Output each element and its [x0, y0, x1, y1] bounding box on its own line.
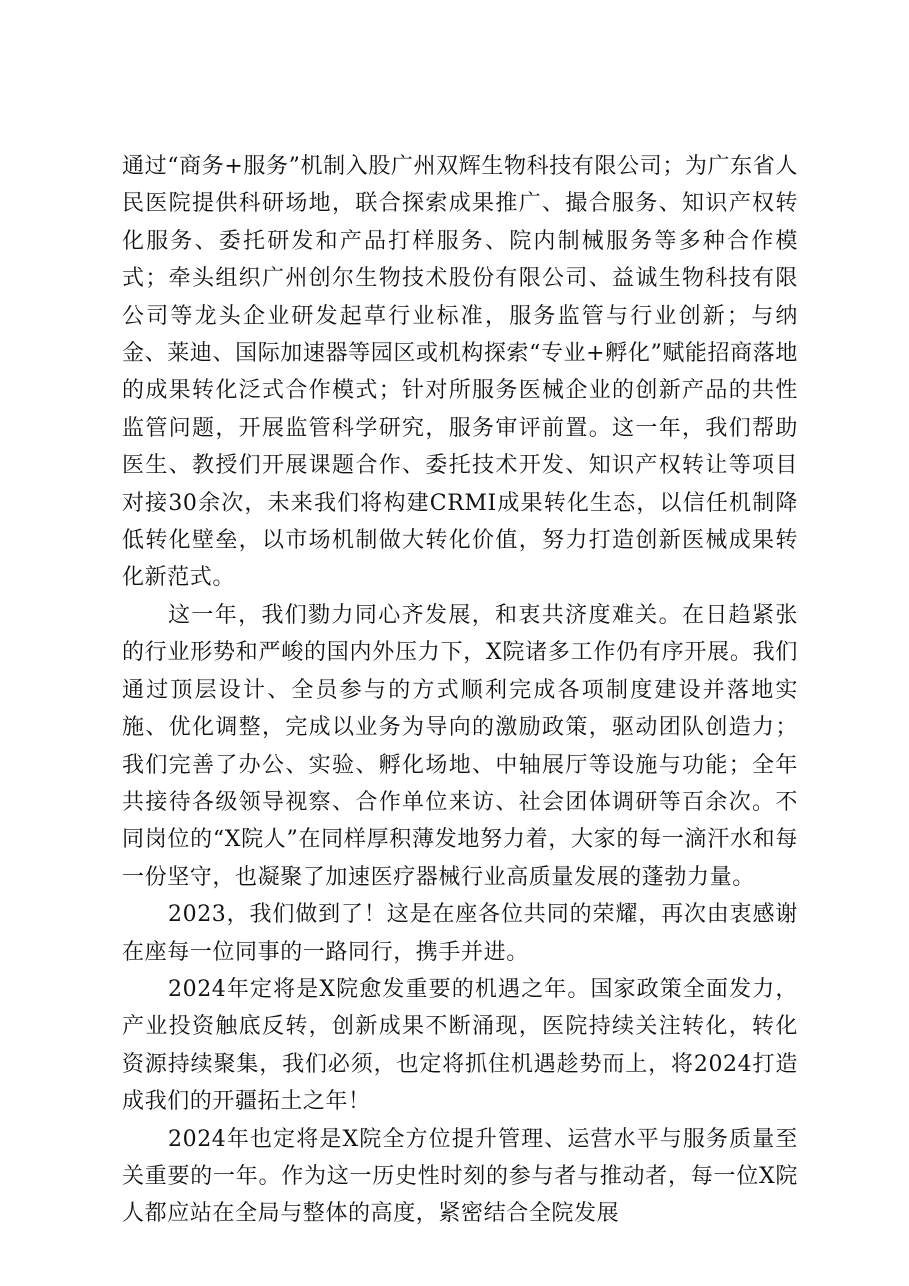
paragraph-1: 通过“商务+服务”机制入股广州双辉生物科技有限公司；为广东省人民医院提供科研场地，联合探索成果推广、撮合服务、知识产权转化服务、委托研发和产品打样服务、院内制械服务等多种合作模式；牵头组织广州创尔生物技术股份有限公司、益诚生物科技有限公司等龙头企业研发起草行业标准，服务监管与行业创新；与纳金、莱迪、国际加速器等园区或机构探索“专业+孵化”赋能招商落地的成果转化泛式合作模式；针对所服务医械企业的创新产品的共性监管问题，开展监管科学研究，服务审评前置。这一年，我们帮助医生、教授们开展课题合作、委托技术开发、知识产权转让等项目对接30余次，未来我们将构建CRMI成果转化生态，以信任机制降低转化壁垒，以市场机制做大转化价值，努力打造创新医械成果转化新范式。 — [122, 154, 798, 591]
document-body — [122, 148, 798, 1233]
paragraph-3: 2023，我们做到了！这是在座各位共同的荣耀，再次由衷感谢在座每一位同事的一路同行，携手并进。 — [122, 902, 798, 965]
paragraph-5: 2024年也定将是X院全方位提升管理、运营水平与服务质量至关重要的一年。作为这一历史性时刻的参与者与推动者，每一位X院人都应站在全局与整体的高度，紧密结合全院发展 — [122, 1126, 798, 1227]
paragraph-4: 2024年定将是X院愈发重要的机遇之年。国家政策全面发力，产业投资触底反转，创新成果不断涌现，医院持续关注转化，转化资源持续聚集，我们必须，也定将抓住机遇趁势而上，将2024打造成我们的开疆拓土之年！ — [122, 976, 798, 1115]
paragraph-2: 这一年，我们勠力同心齐发展，和衷共济度难关。在日趋紧张的行业形势和严峻的国内外压力下，X院诸多工作仍有序开展。我们通过顶层设计、全员参与的方式顺利完成各项制度建设并落地实施、优化调整，完成以业务为导向的激励政策，驱动团队创造力；我们完善了办公、实验、孵化场地、中轴展厅等设施与功能；全年共接待各级领导视察、合作单位来访、社会团体调研等百余次。不同岗位的“X院人”在同样厚积薄发地努力着，大家的每一滴汗水和每一份坚守，也凝聚了加速医疗器械行业高质量发展的蓬勃力量。 — [122, 602, 798, 890]
